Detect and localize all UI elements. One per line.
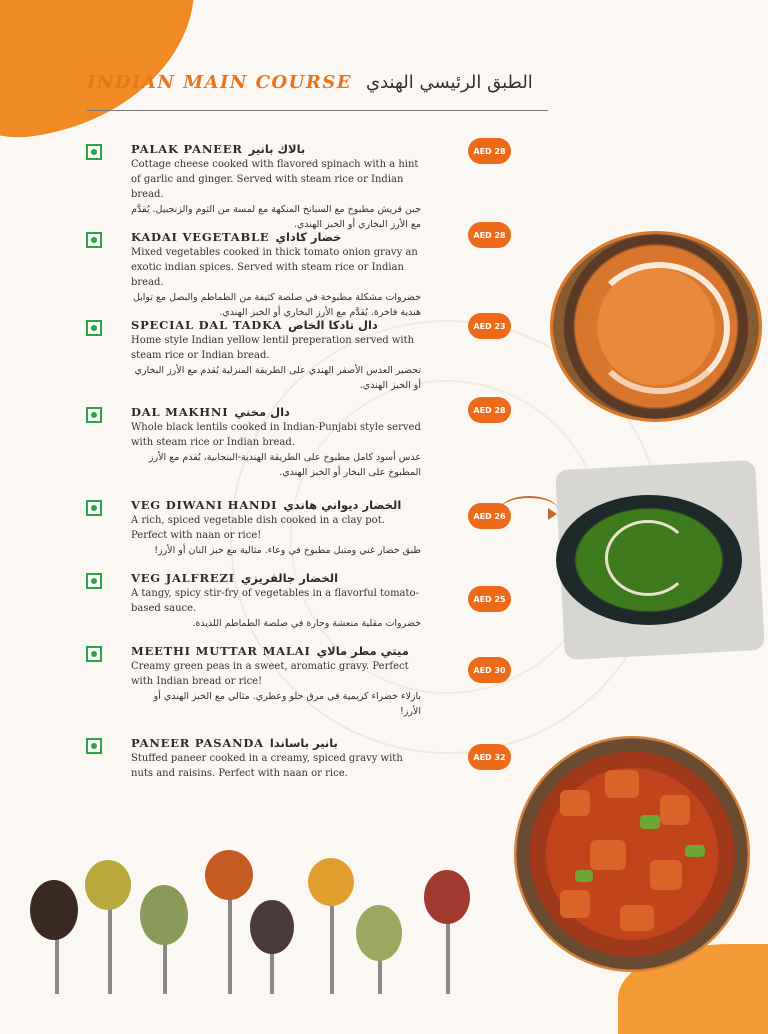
menu-item [86, 498, 421, 558]
menu-item [86, 142, 421, 232]
item-description: Mixed vegetables cooked in thick tomato onion gravy an exotic indian spices. Served with steam rice or Indian bread. [131, 247, 418, 288]
price-badge: AED 23 [468, 313, 511, 339]
oregano-spoon [140, 885, 188, 945]
item-description: Whole black lentils cooked in Indian-Punjabi style served with steam rice or Indian bread. [131, 422, 421, 448]
header-divider [87, 110, 548, 111]
herb-spoon [85, 860, 131, 910]
item-name: VEG DIWANI HANDI الخضار ديواني هاندي [131, 498, 402, 512]
veg-indicator-icon [86, 320, 102, 336]
menu-item [86, 571, 421, 631]
capsicum-piece [575, 870, 593, 882]
price-badge: AED 30 [468, 657, 511, 683]
chili-spoon [424, 870, 470, 924]
item-name: MEETHI MUTTAR MALAI ميتي مطر مالاي [131, 644, 409, 658]
item-description-arabic: جبن قريش مطبوخ مع السبانخ المنكهة مع لمسة من الثوم والزنجبيل. يُقدَّم مع الأرز البخاري أو الخبز الهندي. [131, 204, 421, 230]
page-title: INDIAN MAIN COURSE [87, 72, 352, 93]
price-badge: AED 32 [468, 744, 511, 770]
pepper-spoon [250, 900, 294, 954]
item-description-arabic: بازلاء خضراء كريمية في مرق حلو وعطري. مثالي مع الخبز الهندي أو الأرز! [153, 691, 421, 717]
menu-header [87, 72, 533, 93]
turmeric-spoon [308, 858, 354, 906]
spoon-handle [446, 915, 450, 994]
item-name: PANEER PASANDA بانير باساندا [131, 736, 338, 750]
price-badge: AED 28 [468, 138, 511, 164]
paneer-chunk [650, 860, 682, 890]
capsicum-piece [640, 815, 660, 829]
cream-swirl [588, 262, 730, 394]
item-description: Stuffed paneer cooked in a creamy, spiced gravy with nuts and raisins. Perfect with naan or rice. [131, 753, 403, 779]
paneer-chunk [620, 905, 654, 931]
price-badge: AED 25 [468, 586, 511, 612]
price-badge: AED 28 [468, 397, 511, 423]
item-name: PALAK PANEER بالاك بانير [131, 142, 306, 156]
paneer-chunk [560, 890, 590, 918]
veg-indicator-icon [86, 144, 102, 160]
item-name: SPECIAL DAL TADKA دال تادكا الخاص [131, 318, 378, 332]
spoon-handle [330, 895, 334, 994]
item-description: A rich, spiced vegetable dish cooked in a clay pot. Perfect with naan or rice! [131, 515, 385, 541]
item-name: VEG JALFREZI الخضار جالفريزي [131, 571, 339, 585]
paneer-chunk [660, 795, 690, 825]
item-description-arabic: خضروات مشكلة مطبوخة في صلصة كثيفة من الطماطم والبصل مع توابل هندية فاخرة. يُقدَّم مع الأرز البخاري أو الخبز الهندي. [132, 292, 421, 318]
cardamom-spoon [356, 905, 402, 961]
spoon-handle [228, 890, 232, 994]
capsicum-piece [685, 845, 705, 857]
item-description: Home style Indian yellow lentil preperation served with steam rice or Indian bread. [131, 335, 415, 361]
menu-item [86, 736, 416, 781]
paneer-chunk [605, 770, 639, 798]
item-description-arabic: خضروات مقلية منعشة وحارة في صلصة الطماطم اللذيذة. [192, 618, 421, 629]
item-description: A tangy, spicy stir-fry of vegetables in a flavorful tomato-based sauce. [131, 588, 419, 614]
cloves-spoon [30, 880, 78, 940]
item-description-arabic: عدس أسود كامل مطبوخ على الطريقة الهندية-البنجابية، يُقدم مع الأرز المطبوخ على البخار أو الخبز الهندي. [148, 452, 421, 478]
veg-indicator-icon [86, 738, 102, 754]
saffron-spoon [205, 850, 253, 900]
item-description-arabic: طبق خضار غني ومتبل مطبوخ في وعاء. مثالية مع خبز النان أو الأرز! [154, 545, 421, 556]
item-name: KADAI VEGETABLE خضار كاداي [131, 230, 342, 244]
price-badge: AED 26 [468, 503, 511, 529]
item-description: Creamy green peas in a sweet, aromatic gravy. Perfect with Indian bread or rice! [131, 661, 409, 687]
spoon-handle [108, 900, 112, 994]
paneer-chunk [560, 790, 590, 816]
menu-item [86, 230, 421, 320]
veg-indicator-icon [86, 573, 102, 589]
veg-indicator-icon [86, 646, 102, 662]
menu-item [86, 405, 421, 480]
veg-indicator-icon [86, 500, 102, 516]
item-description: Cottage cheese cooked with flavored spinach with a hint of garlic and ginger. Served with steam rice or Indian bread. [131, 159, 419, 200]
veg-indicator-icon [86, 407, 102, 423]
cream-swirl-green [605, 520, 691, 596]
price-badge: AED 28 [468, 222, 511, 248]
arrow-head-icon [548, 508, 557, 520]
page-title-arabic: الطبق الرئيسي الهندي [366, 72, 533, 93]
item-name: DAL MAKHNI دال مخني [131, 405, 290, 419]
veg-indicator-icon [86, 232, 102, 248]
paneer-chunk [590, 840, 626, 870]
item-description-arabic: تحضير العدس الأصفر الهندي على الطريقة المنزلية يُقدم مع الأرز البخاري أو الخبز الهندي. [134, 365, 421, 391]
menu-item [86, 318, 421, 393]
menu-item [86, 644, 421, 719]
